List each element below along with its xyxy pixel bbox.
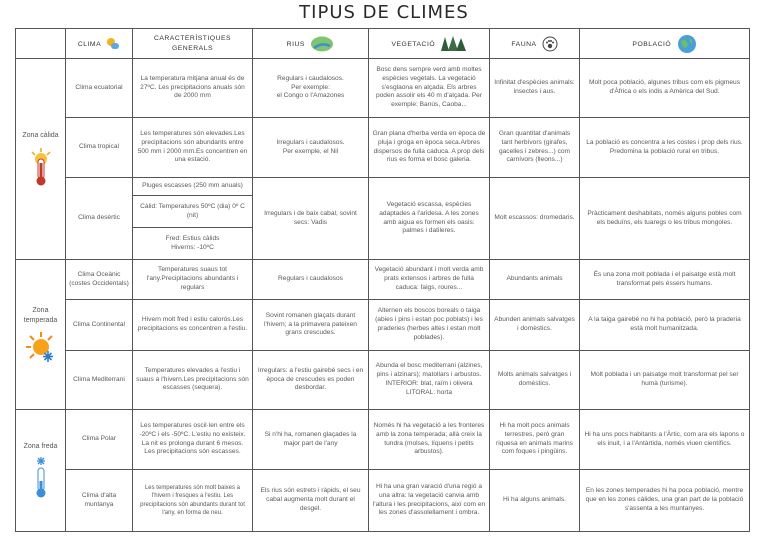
clima-cell: Clima Polar	[66, 410, 133, 470]
vegetacio-cell: Només hi ha vegetació a les fronteres amb la zona temperada; allà creix la tundra (molses, líquens i petits arbustos).	[369, 410, 490, 470]
clima-cell: Clima Mediterrani	[66, 351, 133, 410]
caracteristiques-cell: Hivern molt fred i estiu calorós.Les precipitacions es concentren a l'estiu.	[133, 300, 253, 351]
zone-label: Zona temperada	[23, 307, 58, 324]
caracteristiques-cell: La temperatura mitjana anual és de 27ºC. Les precipitacions anuals són de 2000 mm	[133, 59, 253, 118]
caracteristiques-cell: Temperatures suaus tot l'any.Precipitacions abundants i regulars	[133, 260, 253, 300]
poblacio-cell: En les zones temperades hi ha poca població, mentre que en les zones càlides, una gran part de la població s'assenta a les muntanyes.	[580, 470, 750, 532]
zone-cell-freda	[16, 410, 66, 532]
caracteristiques-cell	[133, 178, 253, 260]
sun-snow-icon	[25, 331, 57, 363]
fauna-cell: Molts animals salvatges i domèstics.	[490, 351, 580, 410]
vegetacio-cell: Bosc dens sempre verd amb moltes espècies vegetals. La vegetació s'esglaona en alçada. Els arbres poden assolir els 40 m d'alçada. Per exemple: Banús, Caoba...	[369, 59, 490, 118]
cold-thermometer-icon	[31, 457, 51, 499]
header-fauna	[490, 29, 580, 59]
vegetacio-cell: Hi ha una gran varació d'una regió a una altra: la vegetació canvia amb l'altura i les precipitacions, així com en les zones d'assolellament i ombra.	[369, 470, 490, 532]
rius-cell: Els rius són estrets i ràpids, el seu cabal augmenta molt durant el desgel.	[253, 470, 369, 532]
clima-cell: Clima d'alta muntanya	[66, 470, 133, 532]
caracteristiques-cell: Les temperatures són elevades.Les precipitacions són abundants entre 500 mm i 2000 mm.Es concentren en una estació.	[133, 118, 253, 178]
header-fauna-label: FAUNA	[511, 40, 537, 48]
fauna-cell: Gran quantitat d'animals tant herbívors (girafes, gacelles i zebres...) com carnívors (lleons...)	[490, 118, 580, 178]
page-title: TIPUS DE CLIMES	[299, 2, 469, 23]
header-rius-label: RIUS	[286, 40, 305, 48]
sun-cloud-icon	[106, 37, 120, 51]
climate-table	[15, 28, 750, 532]
header-row	[16, 29, 750, 59]
zone-label: Zona càlida	[22, 132, 59, 140]
poblacio-cell: A la taiga gairebé no hi ha població, però la praderia està molt humanitzada.	[580, 300, 750, 351]
zone-cell-temperada	[16, 260, 66, 410]
poblacio-cell: Molt poca població, algunes tribus com els pigmeus d'Àfrica o els indis a Amèrica del Sud.	[580, 59, 750, 118]
rius-cell: Irregulars: a l'estiu gairebé secs i en època de crescudes es poden desbordar.	[253, 351, 369, 410]
zone-label: Zona freda	[23, 442, 58, 450]
poblacio-cell: Pràcticament deshabitats, només alguns pobles com els beduïns, els tuaregs o les tribus mongoles.	[580, 178, 750, 260]
paw-icon	[542, 36, 558, 52]
fauna-cell: Abunden animals salvatges i domèstics.	[490, 300, 580, 351]
rius-cell: Irregulars i caudalosos. Per exemple, el Nil	[253, 118, 369, 178]
header-clima	[66, 29, 133, 59]
header-empty	[16, 29, 66, 59]
table-row	[16, 470, 750, 532]
table-row	[16, 118, 750, 178]
caracteristiques-cell: Temperatures elevades a l'estiu i suaus a l'hivern.Les precipitacions són escasses (sequera).	[133, 351, 253, 410]
clima-cell: Clima Continental	[66, 300, 133, 351]
clima-cell: Clima Oceànic (costes Occidentals)	[66, 260, 133, 300]
caracteristiques-cell: Les temperatures són molt baixes a l'hivern i fresques a l'estiu. Les precipitacions són abundants durant tot l'any, en forma de neu.	[133, 470, 253, 532]
table-row	[16, 178, 750, 260]
poblacio-cell: Molt poblada i un paisatge molt transformat pel ser humà (turisme).	[580, 351, 750, 410]
poblacio-cell: La població es concentra a les costes i prop dels rius. Predomina la població rural en tribus.	[580, 118, 750, 178]
zone-cell-calida	[16, 59, 66, 260]
fauna-cell: Hi ha alguns animals.	[490, 470, 580, 532]
header-poblacio	[580, 29, 750, 59]
clima-cell: Clima tropical	[66, 118, 133, 178]
earth-icon	[677, 34, 697, 54]
poblacio-cell: Hi ha uns pocs habitants a l'Àrtic, com ara els lapons o els inuit, i a l'Antàrtida, només viuen científics.	[580, 410, 750, 470]
table-row	[16, 300, 750, 351]
desert-part: Pluges escasses (250 mm anuals)	[133, 178, 252, 196]
fauna-cell: Infinitat d'espècies animals: insectes i aus.	[490, 59, 580, 118]
header-caracteristiques: CARACTERÍSTIQUES GENERALS	[133, 29, 253, 59]
clima-cell: Clima ecuatorial	[66, 59, 133, 118]
rius-cell: Irregulars i de baix cabal, sovint secs: Vadis	[253, 178, 369, 260]
vegetacio-cell: Vegetació abundant i molt verda amb prats extensos i arbres de fulla caduca: faigs, roures...	[369, 260, 490, 300]
vegetacio-cell: Alternen els boscos boreals o taiga (abies i pins i estan poc poblats) i les praderies (herbes altes i estan molt poblades).	[369, 300, 490, 351]
rius-cell: Si n'hi ha, romanen glaçades la major part de l'any	[253, 410, 369, 470]
table-row	[16, 59, 750, 118]
rius-cell: Regulars i caudalosos	[253, 260, 369, 300]
fauna-cell: Abundants animals	[490, 260, 580, 300]
vegetacio-cell: Vegetació escassa, espècies adaptades a l'aridesa. A les zones amb aigua es formen els oasis: palmes i datileres.	[369, 178, 490, 260]
rius-cell: Sovint romanen glaçats durant l'hivern; a la primavera pateixen grans crescudes.	[253, 300, 369, 351]
river-icon	[310, 36, 334, 52]
caracteristiques-cell: Les temperatures oscil·len entre els -20ºC i els -50ºC. L'estiu no existeix. La nit es prolonga durant 6 mesos. Les precipitacions són escasses.	[133, 410, 253, 470]
fauna-cell: Molt escassos: dromedaris.	[490, 178, 580, 260]
clima-cell: Clima desèrtic	[66, 178, 133, 260]
vegetacio-cell: Gran plana d'herba verda en època de pluja i groga en època seca.Arbres dispersos de fulla caduca. A prop dels rius es forma el bosc galeria.	[369, 118, 490, 178]
header-vegetacio-label: VEGETACIÓ	[391, 40, 436, 48]
header-clima-label: CLIMA	[77, 40, 101, 48]
header-rius	[253, 29, 369, 59]
header-vegetacio	[369, 29, 490, 59]
fauna-cell: Hi ha molt pocs animals terrestres, però gran riquesa en animals marins com foques i pingüins.	[490, 410, 580, 470]
desert-subtable	[133, 178, 252, 259]
rius-cell: Regulars i caudalosos. Per exemple: el Congo o l'Amazones	[253, 59, 369, 118]
table-row	[16, 351, 750, 410]
hot-thermometer-icon	[28, 147, 54, 187]
desert-part: Fred: Estius càlids Hiverns: -10ºC	[165, 234, 220, 251]
table-row	[16, 410, 750, 470]
forest-icon	[441, 36, 467, 52]
poblacio-cell: És una zona molt poblada i el paisatge està molt transformat pels éssers humans.	[580, 260, 750, 300]
vegetacio-cell: Abunda el bosc mediterrani (alzines, pins i alzinars); matollars i arbustos. INTERIOR: blat, raïm i olivera LITORAL: horta	[369, 351, 490, 410]
table-row	[16, 260, 750, 300]
header-poblacio-label: POBLACIÓ	[632, 40, 672, 48]
desert-part: Càlid: Temperatures 50ºC (dia) 0º C (nit)	[133, 196, 252, 228]
